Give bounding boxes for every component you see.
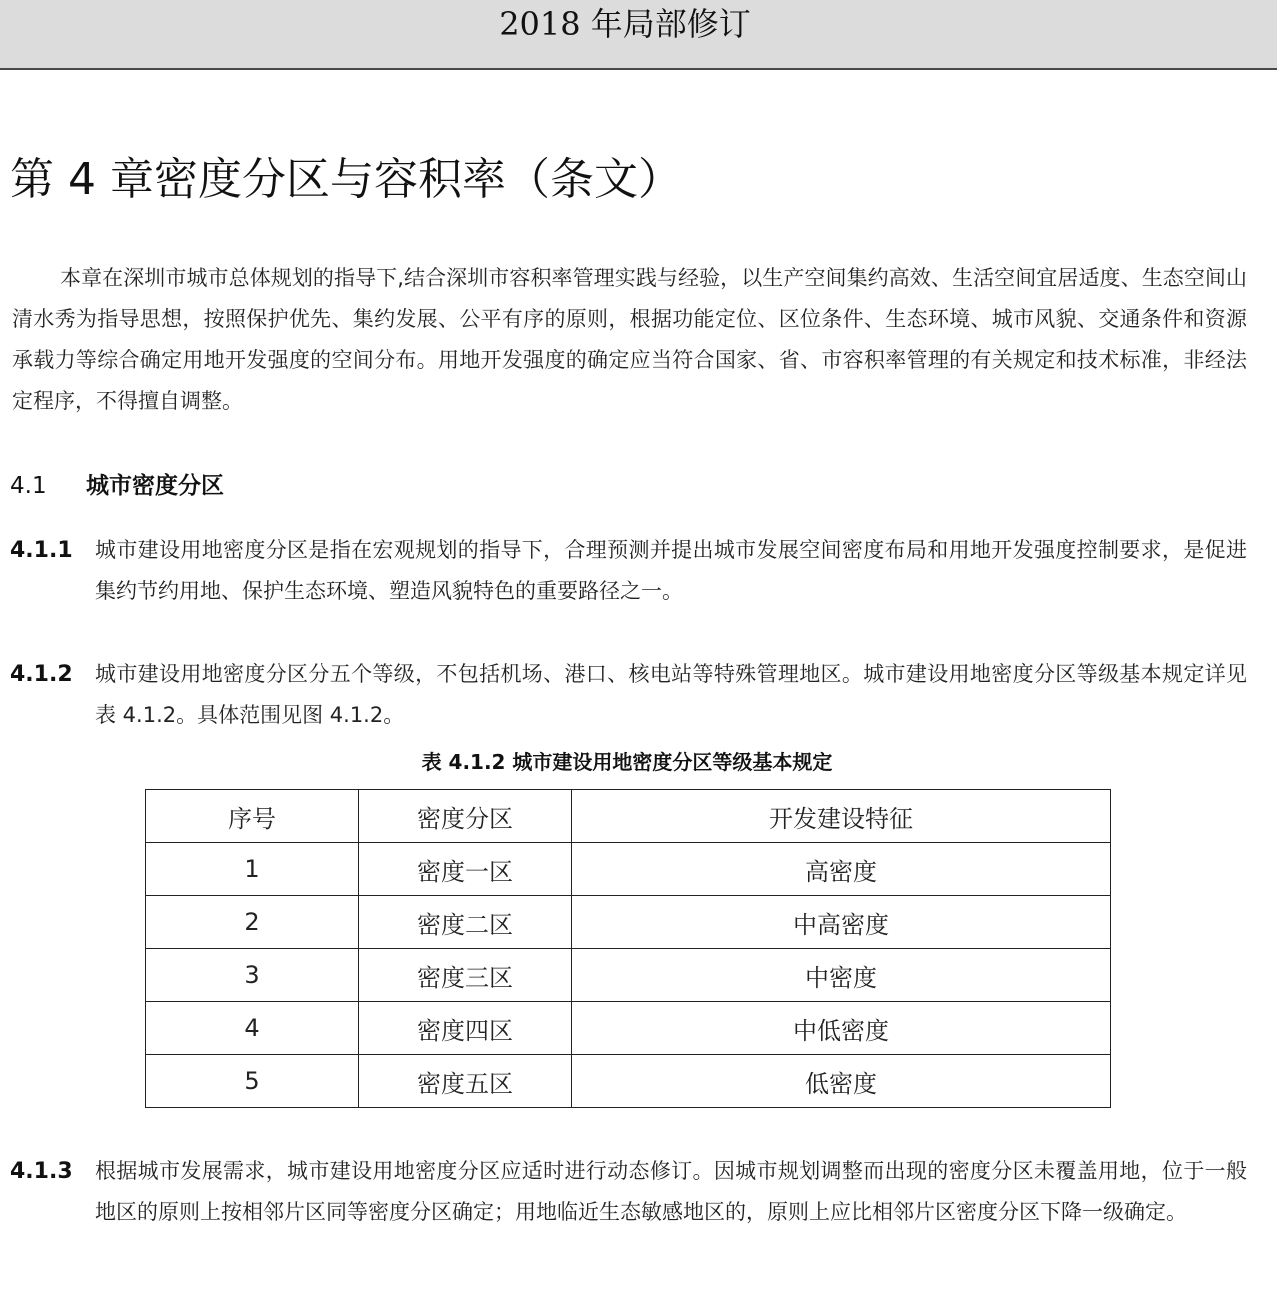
page-header <box>0 0 1277 70</box>
clause-number: 4.1.3 <box>10 1159 73 1184</box>
clause-text: 城市建设用地密度分区分五个等级，不包括机场、港口、核电站等特殊管理地区。城市建设用地密度分区等级基本规定详见表 4.1.2。具体范围见图 4.1.2。 <box>95 662 1247 727</box>
table-caption: 表 4.1.2 城市建设用地密度分区等级基本规定 <box>421 750 833 774</box>
clause-4-1-3 <box>10 1151 1247 1233</box>
column-header-feature: 开发建设特征 <box>572 790 1111 843</box>
table-cell: 4 <box>146 1002 359 1055</box>
density-zone-table <box>145 789 1111 1108</box>
intro-paragraph: 本章在深圳市城市总体规划的指导下,结合深圳市容积率管理实践与经验，以生产空间集约高效、生活空间宜居适度、生态空间山清水秀为指导思想，按照保护优先、集约发展、公平有序的原则，根据功能定位、区位条件、生态环境、城市风貌、交通条件和资源承载力等综合确定用地开发强度的空间分布。用地开发强度的确定应当符合国家、省、市容积率管理的有关规定和技术标准，非经法定程序，不得擅自调整。 <box>12 266 1247 413</box>
table-row <box>146 896 1111 949</box>
clause-number: 4.1.1 <box>10 538 73 563</box>
clause-text: 城市建设用地密度分区是指在宏观规划的指导下，合理预测并提出城市发展空间密度布局和用地开发强度控制要求，是促进集约节约用地、保护生态环境、塑造风貌特色的重要路径之一。 <box>95 538 1247 603</box>
table-cell: 1 <box>146 843 359 896</box>
section-heading <box>10 466 224 506</box>
table-row <box>146 949 1111 1002</box>
column-header-index: 序号 <box>146 790 359 843</box>
table-row <box>146 1002 1111 1055</box>
table-header-row <box>146 790 1111 843</box>
table-cell: 密度三区 <box>359 949 572 1002</box>
clause-text: 根据城市发展需求，城市建设用地密度分区应适时进行动态修订。因城市规划调整而出现的密度分区未覆盖用地，位于一般地区的原则上按相邻片区同等密度分区确定；用地临近生态敏感地区的，原则上应比相邻片区密度分区下降一级确定。 <box>95 1159 1247 1224</box>
table-cell: 低密度 <box>572 1055 1111 1108</box>
chapter-title: 第 4 章密度分区与容积率（条文） <box>10 154 682 205</box>
table-cell: 3 <box>146 949 359 1002</box>
column-header-zone: 密度分区 <box>359 790 572 843</box>
table-cell: 密度二区 <box>359 896 572 949</box>
table-cell: 密度四区 <box>359 1002 572 1055</box>
table-cell: 2 <box>146 896 359 949</box>
table-cell: 5 <box>146 1055 359 1108</box>
table-cell: 高密度 <box>572 843 1111 896</box>
clause-4-1-1 <box>10 530 1247 612</box>
clause-4-1-2 <box>10 654 1247 736</box>
table-row <box>146 843 1111 896</box>
section-number: 4.1 <box>10 473 47 499</box>
table-cell: 中密度 <box>572 949 1111 1002</box>
table-row <box>146 1055 1111 1108</box>
table-cell: 密度一区 <box>359 843 572 896</box>
section-title: 城市密度分区 <box>86 473 224 499</box>
clause-number: 4.1.2 <box>10 662 73 687</box>
revision-title: 2018 年局部修订 <box>499 5 751 43</box>
table-cell: 密度五区 <box>359 1055 572 1108</box>
table-cell: 中低密度 <box>572 1002 1111 1055</box>
table-cell: 中高密度 <box>572 896 1111 949</box>
